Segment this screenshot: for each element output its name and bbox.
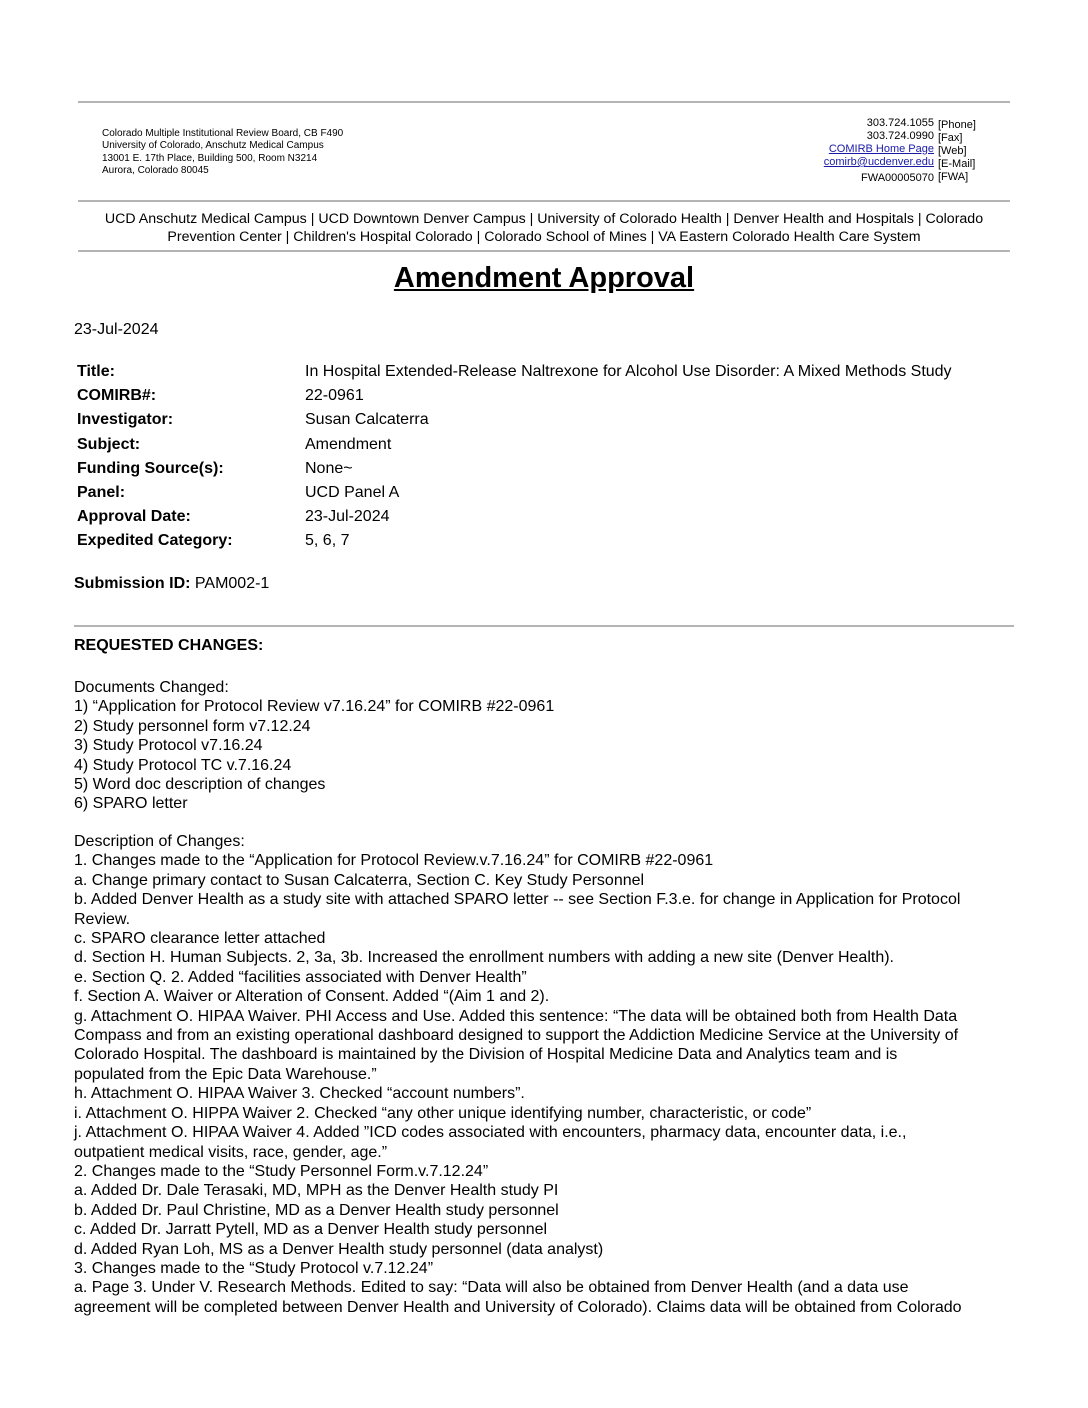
fwa-label: [FWA] xyxy=(938,171,969,183)
detail-row xyxy=(77,459,952,483)
description-line: 1. Changes made to the “Application for Protocol Review.v.7.16.24” for COMIRB #22-0961 xyxy=(74,852,714,870)
list-item: 4) Study Protocol TC v.7.16.24 xyxy=(74,756,292,774)
detail-label: Funding Source(s): xyxy=(77,459,224,477)
detail-row xyxy=(77,507,952,531)
detail-value: In Hospital Extended-Release Naltrexone for Alcohol Use Disorder: A Mixed Methods Study xyxy=(305,363,952,380)
fax-label: [Fax] xyxy=(938,132,963,144)
sites-rule xyxy=(78,250,1010,252)
detail-value: Amendment xyxy=(305,435,392,453)
detail-value: 23-Jul-2024 xyxy=(305,508,390,526)
fwa-number: FWA00005070 xyxy=(861,172,934,184)
address-line: 13001 E. 17th Place, Building 500, Room N3214 xyxy=(102,152,318,164)
description-line: d. Section H. Human Subjects. 2, 3a, 3b. Increased the enrollment numbers with adding a new site (Denver Health). xyxy=(74,949,894,967)
detail-label: Approval Date: xyxy=(77,508,191,526)
list-item: 3) Study Protocol v7.16.24 xyxy=(74,737,263,755)
header-rule xyxy=(78,200,1010,202)
address-line: University of Colorado, Anschutz Medical Campus xyxy=(102,140,324,152)
top-rule xyxy=(78,101,1010,103)
web-label: [Web] xyxy=(938,145,967,157)
affiliated-sites xyxy=(84,210,1004,246)
detail-label: COMIRB#: xyxy=(77,387,157,405)
submission-id-value: PAM002-1 xyxy=(194,575,270,592)
detail-row xyxy=(77,435,952,459)
detail-label: Subject: xyxy=(77,435,141,453)
description-line: a. Page 3. Under V. Research Methods. Edited to say: “Data will also be obtained from Denver Health (and a data use xyxy=(74,1279,909,1297)
detail-value: 22-0961 xyxy=(305,387,364,405)
address-line: Colorado Multiple Institutional Review Board, CB F490 xyxy=(102,128,344,139)
description-line: h. Attachment O. HIPAA Waiver 3. Checked “account numbers”. xyxy=(74,1085,525,1103)
detail-label: Title: xyxy=(77,363,115,380)
description-line: g. Attachment O. HIPAA Waiver. PHI Access and Use. Added this sentence: “The data will be obtained both from Health Data xyxy=(74,1007,958,1025)
list-item: 6) SPARO letter xyxy=(74,795,188,813)
letter-date: 23-Jul-2024 xyxy=(74,321,159,338)
list-item: Documents Changed: xyxy=(74,679,229,696)
description-line: c. SPARO clearance letter attached xyxy=(74,930,326,948)
description-line: a. Change primary contact to Susan Calcaterra, Section C. Key Study Personnel xyxy=(74,871,645,889)
description-line: b. Added Dr. Paul Christine, MD as a Denver Health study personnel xyxy=(74,1201,559,1219)
description-line: a. Added Dr. Dale Terasaki, MD, MPH as the Denver Health study PI xyxy=(74,1182,559,1200)
study-details-table xyxy=(77,362,952,556)
phone-number: 303.724.1055 xyxy=(866,117,934,129)
detail-value: Susan Calcaterra xyxy=(305,411,429,429)
home-page-link[interactable]: COMIRB Home Page xyxy=(828,143,934,155)
description-line: Colorado Hospital. The dashboard is maintained by the Division of Hospital Medicine Data and Analytics team and is xyxy=(74,1046,898,1064)
description-line: outpatient medical visits, race, gender, age.” xyxy=(74,1143,388,1161)
email-link[interactable]: comirb@ucdenver.edu xyxy=(823,156,934,168)
description-line: e. Section Q. 2. Added “facilities associated with Denver Health” xyxy=(74,968,527,986)
description-of-changes xyxy=(74,832,1014,1317)
detail-label: Expedited Category: xyxy=(77,532,233,550)
description-line: 3. Changes made to the “Study Protocol v.7.12.24” xyxy=(74,1259,434,1277)
detail-value: None~ xyxy=(305,459,353,477)
description-line: Compass and from an existing operational dashboard designed to support the Addiction Medicine Service at the University of xyxy=(74,1027,959,1045)
detail-label: Investigator: xyxy=(77,411,174,429)
description-line: b. Added Denver Health as a study site with attached SPARO letter -- see Section F.3.e. for change in Application for Protocol xyxy=(74,891,961,909)
sites-line: Prevention Center | Children's Hospital Colorado | Colorado School of Mines | VA Eastern Colorado Health Care System xyxy=(167,229,921,245)
list-item: 1) “Application for Protocol Review v7.16.24” for COMIRB #22-0961 xyxy=(74,698,555,716)
description-line: c. Added Dr. Jarratt Pytell, MD as a Denver Health study personnel xyxy=(74,1221,548,1239)
description-line: f. Section A. Waiver or Alteration of Consent. Added “(Aim 1 and 2). xyxy=(74,988,550,1006)
address-line: Aurora, Colorado 80045 xyxy=(102,164,209,176)
list-item: 5) Word doc description of changes xyxy=(74,776,326,794)
contact-labels xyxy=(938,119,976,184)
description-line: agreement will be completed between Denver Health and University of Colorado). Claims data will be obtained from Colorado xyxy=(74,1298,962,1316)
description-line: j. Attachment O. HIPAA Waiver 4. Added ”ICD codes associated with encounters, pharmacy data, encounter data, i.e., xyxy=(74,1124,907,1142)
description-line: Review. xyxy=(74,910,131,928)
description-line: i. Attachment O. HIPPA Waiver 2. Checked “any other unique identifying number, characteristic, or code” xyxy=(74,1104,812,1122)
documents-changed-list xyxy=(74,678,1014,814)
email-label: [E-Mail] xyxy=(938,158,976,170)
phone-label: [Phone] xyxy=(938,119,976,131)
contact-values xyxy=(824,117,934,185)
description-line: Description of Changes: xyxy=(74,833,245,850)
description-line: d. Added Ryan Loh, MS as a Denver Health study personnel (data analyst) xyxy=(74,1240,604,1258)
requested-changes-heading: REQUESTED CHANGES: xyxy=(74,637,264,654)
description-line: populated from the Epic Data Warehouse.” xyxy=(74,1065,377,1083)
detail-value: 5, 6, 7 xyxy=(305,532,350,550)
section-rule xyxy=(74,625,1014,627)
board-address xyxy=(102,128,343,177)
detail-row xyxy=(77,483,952,507)
description-line: 2. Changes made to the “Study Personnel Form.v.7.12.24” xyxy=(74,1162,489,1180)
submission-id xyxy=(74,575,269,593)
detail-value: UCD Panel A xyxy=(305,483,400,501)
submission-id-label: Submission ID: xyxy=(74,575,191,592)
fax-number: 303.724.0990 xyxy=(866,130,934,142)
detail-label: Panel: xyxy=(77,483,126,501)
detail-row xyxy=(77,410,952,434)
detail-row xyxy=(77,362,952,386)
detail-row xyxy=(77,386,952,410)
page-title: Amendment Approval xyxy=(393,262,695,294)
sites-line: UCD Anschutz Medical Campus | UCD Downtown Denver Campus | University of Colorado Health | Denver Health and Hospitals | Colorado xyxy=(104,211,984,227)
detail-row xyxy=(77,531,952,555)
list-item: 2) Study personnel form v7.12.24 xyxy=(74,717,311,735)
